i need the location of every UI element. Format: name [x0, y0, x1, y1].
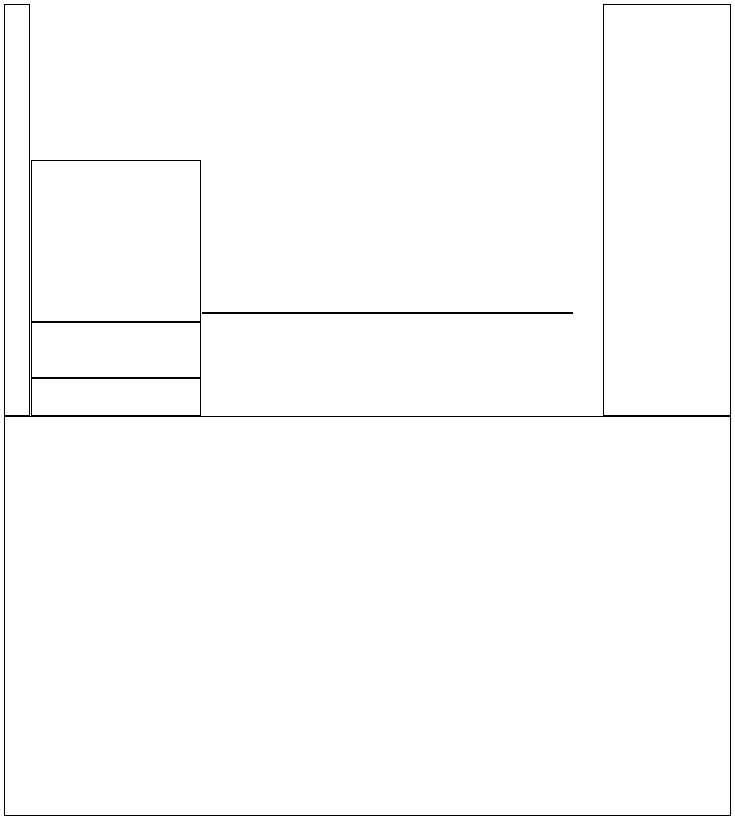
four-pillars: [202, 4, 573, 310]
dayun-start-note: [4, 4, 30, 416]
score-box: [31, 322, 201, 378]
dayun-row: [202, 312, 573, 416]
year-grid: [4, 416, 731, 816]
gua-box: [31, 378, 201, 416]
five-elements-table: [31, 160, 201, 322]
birth-info: [603, 4, 731, 416]
minus-score-row: [86, 354, 98, 374]
plus-score-row: [84, 329, 94, 349]
kong-table: [31, 4, 201, 160]
row-labels: [573, 4, 603, 416]
